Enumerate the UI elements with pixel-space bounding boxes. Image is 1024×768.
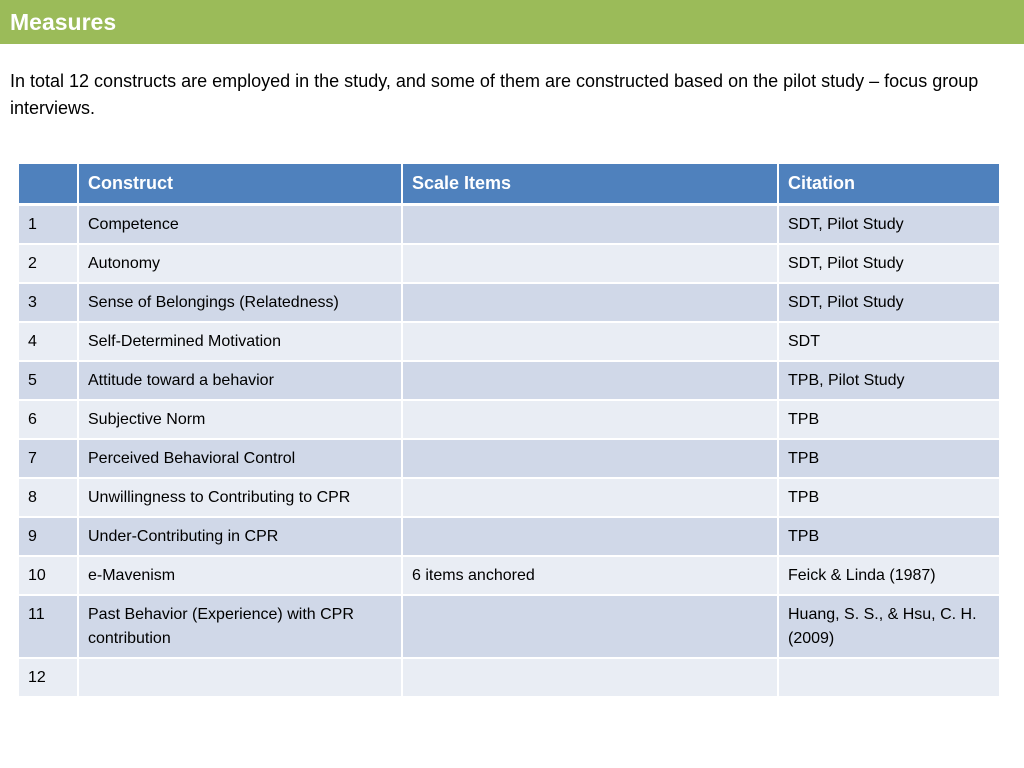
- row-citation: SDT, Pilot Study: [778, 205, 1000, 245]
- row-scale-items: [402, 244, 778, 283]
- table-row: [18, 478, 1000, 517]
- table-row: [18, 244, 1000, 283]
- header-citation: Citation: [778, 163, 1000, 205]
- header-number: [18, 163, 78, 205]
- row-citation: Huang, S. S., & Hsu, C. H. (2009): [778, 595, 1000, 658]
- row-construct: Unwillingness to Contributing to CPR: [78, 478, 402, 517]
- row-citation: SDT, Pilot Study: [778, 244, 1000, 283]
- table-row: [18, 283, 1000, 322]
- row-number: 12: [18, 658, 78, 697]
- row-scale-items: [402, 400, 778, 439]
- slide-title-bar: [0, 0, 1024, 44]
- row-citation: TPB: [778, 439, 1000, 478]
- row-construct: Past Behavior (Experience) with CPR contribution: [78, 595, 402, 658]
- row-construct: Autonomy: [78, 244, 402, 283]
- row-number: 3: [18, 283, 78, 322]
- row-citation: [778, 658, 1000, 697]
- row-citation: SDT: [778, 322, 1000, 361]
- table-row: [18, 595, 1000, 658]
- row-scale-items: [402, 361, 778, 400]
- row-scale-items: [402, 658, 778, 697]
- row-scale-items: [402, 595, 778, 658]
- row-construct: Under-Contributing in CPR: [78, 517, 402, 556]
- row-citation: TPB: [778, 517, 1000, 556]
- row-number: 7: [18, 439, 78, 478]
- header-scale-items: Scale Items: [402, 163, 778, 205]
- row-construct: Perceived Behavioral Control: [78, 439, 402, 478]
- row-number: 10: [18, 556, 78, 595]
- table-header-row: [18, 163, 1000, 205]
- row-construct: Competence: [78, 205, 402, 245]
- header-construct: Construct: [78, 163, 402, 205]
- row-citation: Feick & Linda (1987): [778, 556, 1000, 595]
- row-scale-items: [402, 322, 778, 361]
- intro-paragraph: In total 12 constructs are employed in the study, and some of them are constructed based on the pilot study – focus group interviews.: [10, 71, 979, 118]
- row-citation: TPB: [778, 400, 1000, 439]
- row-number: 1: [18, 205, 78, 245]
- row-construct: Attitude toward a behavior: [78, 361, 402, 400]
- table-row: [18, 361, 1000, 400]
- row-scale-items: [402, 205, 778, 245]
- table-row: [18, 556, 1000, 595]
- row-scale-items: [402, 283, 778, 322]
- table-row: [18, 400, 1000, 439]
- row-citation: TPB, Pilot Study: [778, 361, 1000, 400]
- row-construct: e-Mavenism: [78, 556, 402, 595]
- table-row: [18, 205, 1000, 245]
- row-number: 4: [18, 322, 78, 361]
- row-scale-items: [402, 517, 778, 556]
- row-number: 5: [18, 361, 78, 400]
- row-construct: Subjective Norm: [78, 400, 402, 439]
- row-citation: TPB: [778, 478, 1000, 517]
- row-construct: Sense of Belongings (Relatedness): [78, 283, 402, 322]
- row-number: 9: [18, 517, 78, 556]
- table-row: [18, 439, 1000, 478]
- table-row: [18, 322, 1000, 361]
- measures-table: [17, 162, 1001, 698]
- row-scale-items: [402, 439, 778, 478]
- row-citation: SDT, Pilot Study: [778, 283, 1000, 322]
- table-row: [18, 658, 1000, 697]
- row-number: 11: [18, 595, 78, 658]
- table-row: [18, 517, 1000, 556]
- row-construct: [78, 658, 402, 697]
- row-number: 2: [18, 244, 78, 283]
- row-number: 6: [18, 400, 78, 439]
- row-scale-items: 6 items anchored: [402, 556, 778, 595]
- slide-title: Measures: [10, 9, 117, 35]
- row-construct: Self-Determined Motivation: [78, 322, 402, 361]
- row-number: 8: [18, 478, 78, 517]
- row-scale-items: [402, 478, 778, 517]
